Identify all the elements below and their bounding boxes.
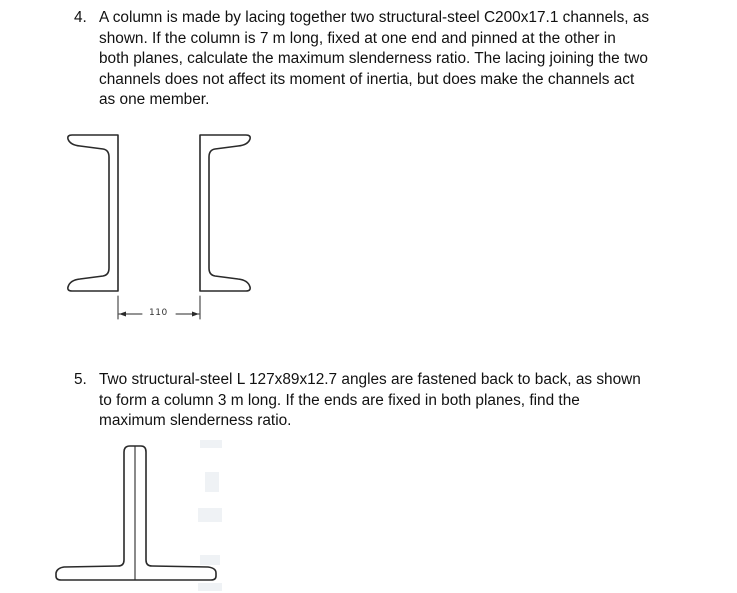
problem-text-line: Two structural-steel L 127x89x12.7 angles are fastened back to back, as shown xyxy=(99,371,641,388)
problem-text-line: as one member. xyxy=(99,91,210,108)
problem-text-line: channels does not affect its moment of inertia, but does make the channels act xyxy=(99,70,635,88)
dimension-label: 110 xyxy=(149,308,168,318)
problem-text-line: shown. If the column is 7 m long, fixed at one end and pinned at the other in xyxy=(99,29,616,47)
right-channel xyxy=(200,135,250,291)
problem-number: 4. xyxy=(74,9,87,26)
problem-number: 5. xyxy=(74,371,87,388)
problem-text-line: A column is made by lacing together two structural-steel C200x17.1 channels, as xyxy=(99,9,650,26)
problem-text-line: both planes, calculate the maximum slenderness ratio. The lacing joining the two xyxy=(99,50,648,67)
angles-figure xyxy=(56,446,216,580)
left-channel xyxy=(68,135,118,291)
bleed-through-marks xyxy=(198,440,222,591)
problem-text xyxy=(99,370,641,432)
problem-text-line: to form a column 3 m long. If the ends are fixed in both planes, find the xyxy=(99,391,580,409)
problem-text-line: maximum slenderness ratio. xyxy=(99,412,292,429)
angles-outline xyxy=(56,446,216,580)
